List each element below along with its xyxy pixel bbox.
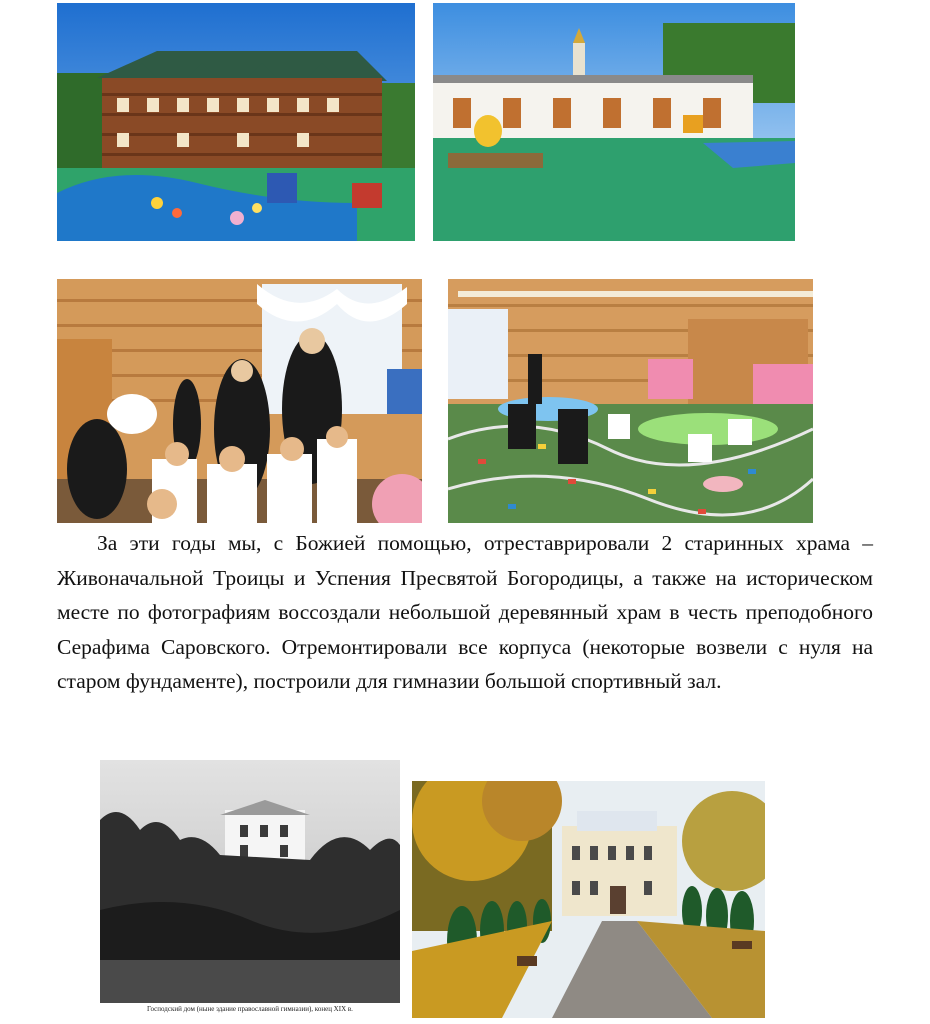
photo-clergy-with-children bbox=[57, 279, 422, 523]
body-paragraph: За эти годы мы, с Божией помощью, отреставрировали 2 старинных храма – Живоначальной Троицы и Успения Пресвятой Богородицы, а также на историческом месте по фотографиям воссоздали небольшой деревянный храм в честь преподобного Серафима Саровского. Отремонтировали все корпуса (некоторые возвели с нуля на старом фундаменте), построили для гимназии большой спортивный зал. bbox=[57, 531, 873, 693]
photo-autumn-park-gymnasium bbox=[412, 781, 765, 1018]
photo-wooden-building-playground bbox=[57, 3, 415, 241]
photo-kindergarten-classroom bbox=[448, 279, 813, 523]
photo-archival-manor-house bbox=[100, 760, 400, 1003]
archive-photo-caption: Господский дом (ныне здание православной гимназии), конец XIX в. bbox=[147, 1005, 353, 1013]
photo-courtyard-church bbox=[433, 3, 795, 241]
